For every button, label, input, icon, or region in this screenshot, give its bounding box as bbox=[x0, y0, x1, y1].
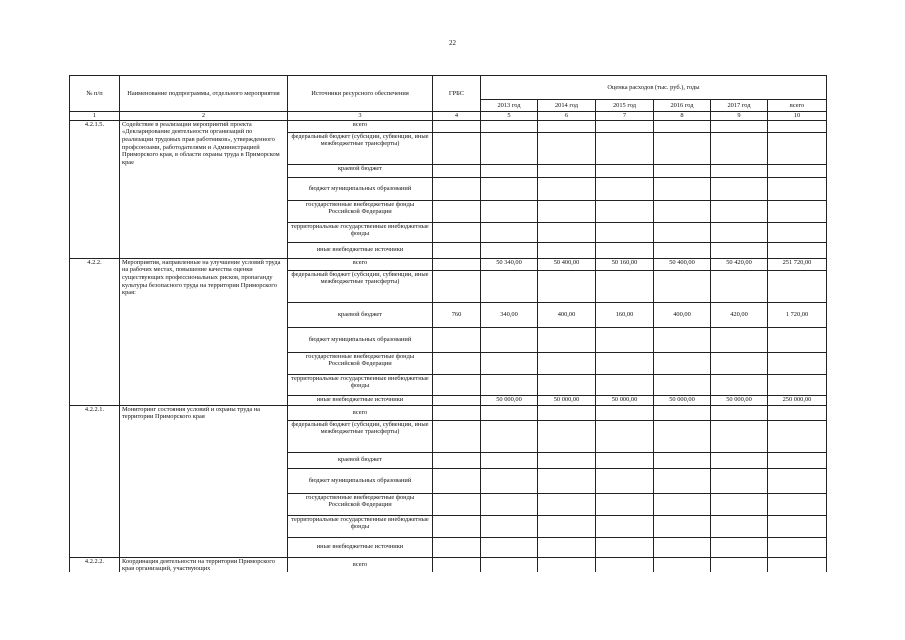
row-number: 4.2.2.1. bbox=[70, 405, 120, 557]
value-cell: 400,00 bbox=[538, 302, 596, 327]
value-cell: 251 720,00 bbox=[768, 258, 827, 270]
source-cell: территориальные государственные внебюджетные фонды bbox=[288, 515, 433, 537]
source-cell: территориальные государственные внебюджетные фонды bbox=[288, 222, 433, 242]
grbs-cell: 760 bbox=[433, 302, 481, 327]
header-year: 2017 год bbox=[711, 100, 768, 112]
page-number: 22 bbox=[449, 39, 456, 47]
header-grbs: ГРБС bbox=[433, 76, 481, 112]
source-cell: федеральный бюджет (субсидии, субвенции, иные межбюджетные трансферты) bbox=[288, 420, 433, 452]
source-cell: иные внебюджетные источники bbox=[288, 537, 433, 557]
header-year: 2016 год bbox=[654, 100, 711, 112]
table-row bbox=[70, 120, 827, 132]
table-row bbox=[70, 405, 827, 420]
col-index: 3 bbox=[288, 112, 433, 121]
value-cell: 50 160,00 bbox=[596, 258, 654, 270]
source-cell: государственные внебюджетные фонды Российской Федерации bbox=[288, 493, 433, 515]
value-cell: 50 400,00 bbox=[538, 258, 596, 270]
header-estimate: Оценка расходов (тыс. руб.), годы bbox=[481, 76, 827, 100]
table-row bbox=[70, 258, 827, 270]
header-name: Наименование подпрограммы, отдельного мероприятия bbox=[120, 76, 288, 112]
source-cell: всего bbox=[288, 258, 433, 270]
value-cell: 50 000,00 bbox=[596, 395, 654, 405]
col-index: 1 bbox=[70, 112, 120, 121]
value-cell: 50 340,00 bbox=[481, 258, 538, 270]
header-year: 2014 год bbox=[538, 100, 596, 112]
header-source: Источники ресурсного обеспечения bbox=[288, 76, 433, 112]
source-cell: всего bbox=[288, 557, 433, 572]
header-year: 2013 год bbox=[481, 100, 538, 112]
col-index: 9 bbox=[711, 112, 768, 121]
source-cell: государственные внебюджетные фонды Российской Федерации bbox=[288, 352, 433, 374]
value-cell: 50 000,00 bbox=[711, 395, 768, 405]
source-cell: государственные внебюджетные фонды Российской Федерации bbox=[288, 200, 433, 222]
col-index: 10 bbox=[768, 112, 827, 121]
activity-name: Содействие в реализации мероприятий проекта «Декларирование деятельности организаций по реализации трудовых прав работников», утвержденного профсоюзами, работодателями и Администрацией Приморского края, в области охраны труда в Приморском крае bbox=[120, 120, 288, 258]
value-cell: 160,00 bbox=[596, 302, 654, 327]
source-cell: краевой бюджет bbox=[288, 164, 433, 177]
value-cell: 250 000,00 bbox=[768, 395, 827, 405]
header-year: 2015 год bbox=[596, 100, 654, 112]
col-index: 2 bbox=[120, 112, 288, 121]
activity-name: Мероприятия, направленные на улучшение условий труда на рабочих местах, повышение качества оценки существующих профессиональных рисков, пропаганду культуры безопасного труда на территории Приморского края: bbox=[120, 258, 288, 405]
value-cell: 400,00 bbox=[654, 302, 711, 327]
col-index: 4 bbox=[433, 112, 481, 121]
header-year: всего bbox=[768, 100, 827, 112]
source-cell: бюджет муниципальных образований bbox=[288, 468, 433, 493]
source-cell: всего bbox=[288, 405, 433, 420]
row-number: 4.2.1.5. bbox=[70, 120, 120, 258]
table-row bbox=[70, 557, 827, 572]
col-index: 5 bbox=[481, 112, 538, 121]
source-cell: иные внебюджетные источники bbox=[288, 395, 433, 405]
value-cell: 50 420,00 bbox=[711, 258, 768, 270]
source-cell: краевой бюджет bbox=[288, 302, 433, 327]
value-cell: 50 000,00 bbox=[654, 395, 711, 405]
col-index: 7 bbox=[596, 112, 654, 121]
source-cell: территориальные государственные внебюджетные фонды bbox=[288, 374, 433, 395]
value-cell: 50 000,00 bbox=[538, 395, 596, 405]
value-cell: 340,00 bbox=[481, 302, 538, 327]
source-cell: всего bbox=[288, 120, 433, 132]
source-cell: краевой бюджет bbox=[288, 452, 433, 468]
header-num: № п/п bbox=[70, 76, 120, 112]
value-cell: 50 400,00 bbox=[654, 258, 711, 270]
budget-table bbox=[69, 75, 827, 572]
header-row bbox=[70, 76, 827, 100]
column-index-row bbox=[70, 112, 827, 121]
col-index: 8 bbox=[654, 112, 711, 121]
activity-name: Мониторинг состояния условий и охраны труда на территории Приморского края bbox=[120, 405, 288, 557]
source-cell: федеральный бюджет (субсидии, субвенции, иные межбюджетные трансферты) bbox=[288, 270, 433, 302]
value-cell: 50 000,00 bbox=[481, 395, 538, 405]
activity-name-text: Координация деятельности на территории Приморского края организаций, участвующих bbox=[122, 557, 275, 572]
value-cell: 1 720,00 bbox=[768, 302, 827, 327]
source-cell: бюджет муниципальных образований bbox=[288, 327, 433, 352]
activity-name bbox=[120, 557, 288, 572]
row-number: 4.2.2.2. bbox=[70, 557, 120, 572]
value-cell: 420,00 bbox=[711, 302, 768, 327]
row-number: 4.2.2. bbox=[70, 258, 120, 405]
col-index: 6 bbox=[538, 112, 596, 121]
source-cell: иные внебюджетные источники bbox=[288, 242, 433, 258]
source-cell: федеральный бюджет (субсидии, субвенции, иные межбюджетные трансферты) bbox=[288, 132, 433, 164]
source-cell: бюджет муниципальных образований bbox=[288, 177, 433, 200]
